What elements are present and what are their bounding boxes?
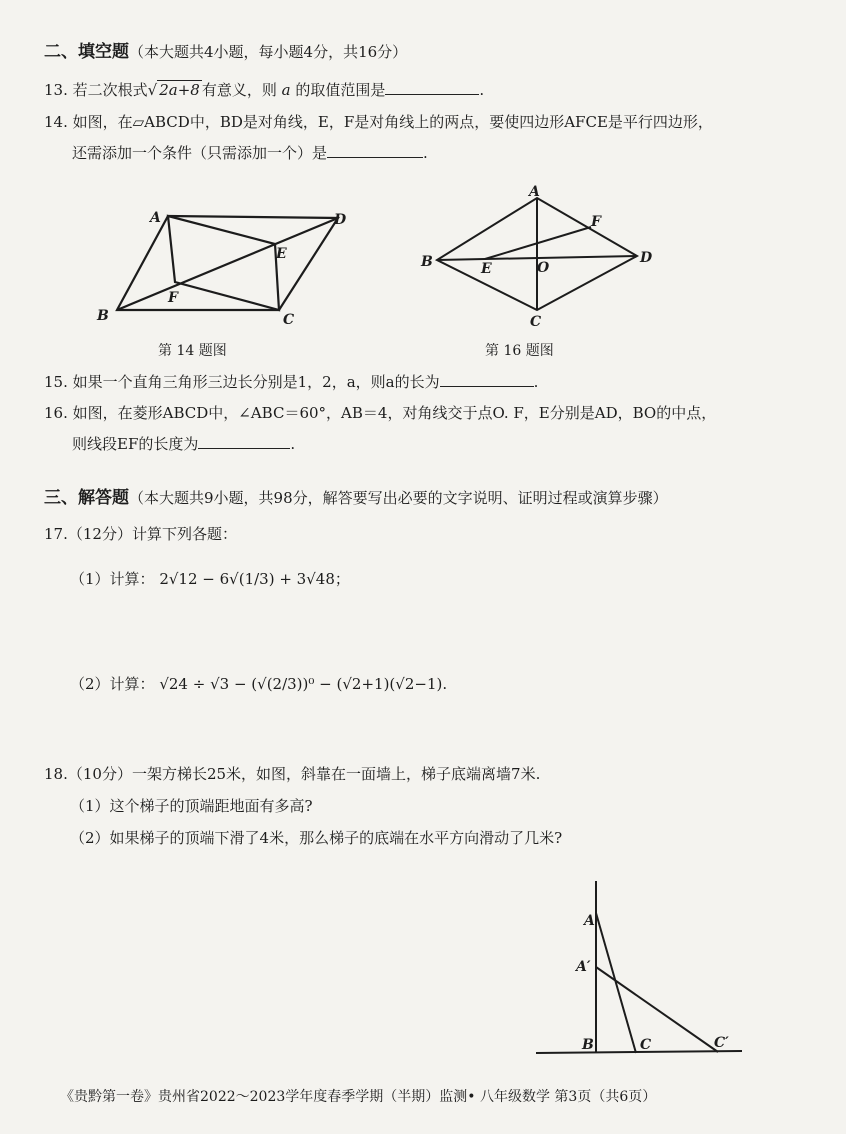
fig14-label-e: E	[276, 246, 287, 262]
section3-heading	[44, 488, 668, 508]
q18-text: 一架方梯长25米，如图，斜靠在一面墙上，梯子底端离墙7米.	[131, 765, 541, 783]
section3-note: （本大题共9小题，共98分，解答要写出必要的文字说明、证明过程或演算步骤）	[129, 489, 668, 507]
q14-period: .	[423, 144, 428, 162]
fig18-label-c-prime: C′	[714, 1035, 729, 1051]
fig14-label-b: B	[97, 308, 109, 324]
fig16-caption: 第 16 题图	[485, 343, 554, 359]
figure-14-parallelogram	[90, 200, 360, 330]
question-16-line2	[72, 434, 295, 454]
fig18-label-b: B	[582, 1037, 594, 1053]
fig16-label-d: D	[640, 250, 653, 266]
fig16-label-e: E	[481, 261, 492, 277]
fig18-label-a: A	[584, 913, 595, 929]
q13-variable: a	[281, 81, 291, 99]
fig14-label-a: A	[150, 210, 161, 226]
fig18-label-c: C	[640, 1037, 652, 1053]
question-14-line2	[72, 143, 428, 163]
figure-18-ladder	[530, 875, 760, 1065]
q13-radicand: 2a+8	[159, 81, 200, 99]
q17-part2-expression: √24 ÷ √3 − (√(2/3))⁰ − (√2+1)(√2−1).	[159, 675, 448, 693]
question-14-line1	[44, 112, 713, 132]
q13-answer-blank[interactable]	[385, 80, 479, 95]
section2-note: （本大题共4小题，每小题4分，共16分）	[129, 43, 408, 61]
question-18	[44, 764, 540, 784]
q14-line1: 如图，在▱ABCD中，BD是对角线，E，F是对角线上的两点，要使四边形AFCE是平行四边形，	[72, 113, 713, 131]
q15-text: 如果一个直角三角形三边长分别是1，2，a，则a的长为	[72, 373, 440, 391]
q18-part2: （2）如果梯子的顶端下滑了4米，那么梯子的底端在水平方向滑动了几米?	[70, 829, 563, 847]
q13-radical: √ 2a+8	[147, 81, 200, 99]
section2-heading	[44, 42, 407, 62]
q15-period: .	[533, 373, 539, 391]
fig18-ladder-a2c2	[596, 967, 718, 1052]
fig14-caption: 第 14 题图	[158, 343, 227, 359]
q16-number: 16.	[44, 404, 68, 422]
fig14-label-f: F	[168, 290, 178, 306]
fig16-label-f: F	[591, 214, 601, 230]
q17-text: 计算下列各题：	[131, 525, 237, 543]
q14-line2: 还需添加一个条件（只需添加一个）是	[72, 144, 328, 162]
q14-answer-blank[interactable]	[327, 143, 423, 158]
fig16-label-c: C	[530, 314, 542, 330]
q13-number: 13.	[44, 81, 68, 99]
q15-answer-blank[interactable]	[440, 372, 534, 387]
q17-part2-label: （2）计算：	[70, 675, 155, 693]
q13-text-after: 有意义，则	[201, 81, 277, 99]
q15-number: 15.	[44, 373, 68, 391]
fig14-label-c: C	[283, 312, 295, 328]
q18-number: 18.	[44, 765, 68, 783]
fig18-ground-line	[536, 1051, 742, 1053]
fig18-ladder-ac	[596, 913, 636, 1053]
figure-16-rhombus	[415, 180, 665, 330]
q16-line1: 如图，在菱形ABCD中，∠ABC＝60°，AB＝4，对角线交于点O. F，E分别是AD，BO的中点，	[72, 404, 717, 422]
q17-number: 17.	[44, 525, 68, 543]
q16-line2: 则线段EF的长度为	[72, 435, 199, 453]
fig18-label-a-prime: A′	[576, 959, 591, 975]
q17-part1-expression: 2√12 − 6√(1/3) + 3√48；	[159, 570, 350, 588]
q13-text-end: 的取值范围是	[295, 81, 386, 99]
q18-part1: （1）这个梯子的顶端距地面有多高?	[70, 797, 313, 815]
q14-number: 14.	[44, 113, 68, 131]
fig14-quadrilateral-afce	[168, 216, 279, 310]
q13-period: .	[479, 81, 485, 99]
fig14-label-d: D	[334, 212, 347, 228]
q17-part1-label: （1）计算：	[70, 570, 155, 588]
question-17	[44, 524, 237, 544]
section2-title: 二、填空题	[44, 42, 129, 62]
q16-period: .	[290, 435, 296, 453]
fig16-label-b: B	[421, 254, 433, 270]
q18-score: （10分）	[67, 765, 132, 783]
q13-text-before: 若二次根式	[72, 81, 148, 99]
q17-score: （12分）	[67, 525, 132, 543]
section3-title: 三、解答题	[44, 488, 129, 508]
fig16-label-a: A	[529, 184, 540, 200]
question-13	[44, 80, 484, 100]
question-16-line1	[44, 403, 716, 423]
fig16-label-o: O	[537, 260, 550, 276]
q17-part2	[70, 674, 447, 694]
q17-part1	[70, 569, 350, 589]
question-15	[44, 372, 538, 392]
page-footer: 《贵黔第一卷》贵州省2022～2023学年度春季学期（半期）监测• 八年级数学 第3页（共6页）	[60, 1089, 657, 1105]
q16-answer-blank[interactable]	[198, 434, 290, 449]
